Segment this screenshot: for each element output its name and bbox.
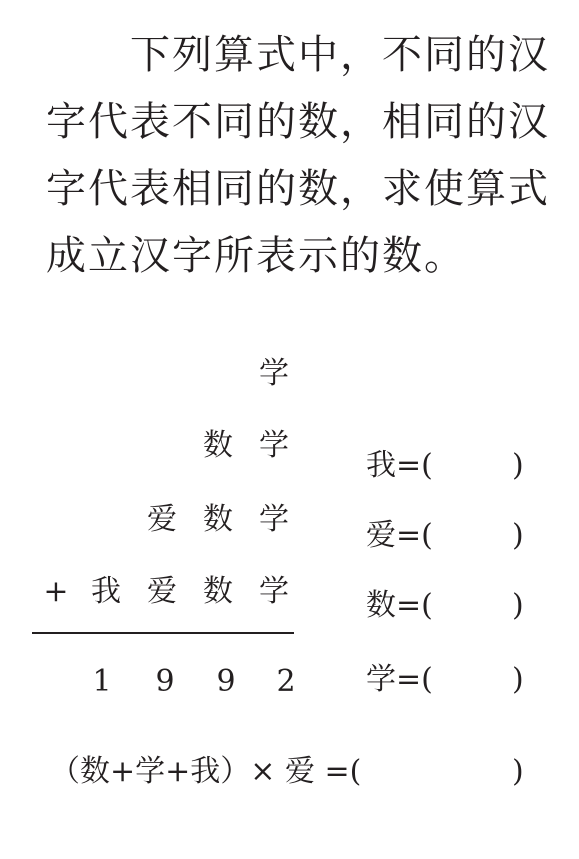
problem-line-4: 成立汉字所表示的数。 [46,233,466,279]
answer-shu-close: ) [512,588,524,623]
answer-shu [366,586,536,626]
answer-wo-label: 我=( [366,448,433,483]
addend-2-digit-1: 数 [203,428,233,463]
sum-digit-4: 2 [276,664,296,699]
sum-digit-3: 9 [216,664,236,699]
addend-4-digit-1: 我 [91,574,121,609]
addition-rule [32,632,294,634]
addend-2-digit-2: 学 [259,428,289,463]
problem-line-2: 字代表不同的数，相同的汉 [46,99,550,145]
final-expression [50,752,540,792]
addend-3-digit-3: 学 [259,502,289,537]
answer-shu-label: 数=( [366,588,433,623]
addend-4-digit-3: 数 [203,574,233,609]
addend-4-digit-2: 爱 [147,574,177,609]
answer-ai [366,516,536,556]
answer-ai-label: 爱=( [366,518,433,553]
answer-ai-close: ) [512,518,524,553]
final-expression-text: （数+学+我）× 爱 =( [50,754,362,789]
answer-xue [366,660,536,700]
answer-xue-label: 学=( [366,662,433,697]
addend-3-digit-1: 爱 [147,502,177,537]
addend-1-digit-1: 学 [259,356,289,391]
plus-sign: + [43,574,69,609]
addend-3-digit-2: 数 [203,502,233,537]
problem-line-1: 下列算式中，不同的汉 [130,32,550,78]
sum-digit-2: 9 [155,664,175,699]
sum-digit-1: 1 [92,664,112,699]
answer-wo-close: ) [512,448,524,483]
answer-wo [366,446,536,486]
final-expression-close: ) [512,754,524,789]
problem-line-3: 字代表相同的数，求使算式 [46,166,550,212]
answer-xue-close: ) [512,662,524,697]
addend-4-digit-4: 学 [259,574,289,609]
